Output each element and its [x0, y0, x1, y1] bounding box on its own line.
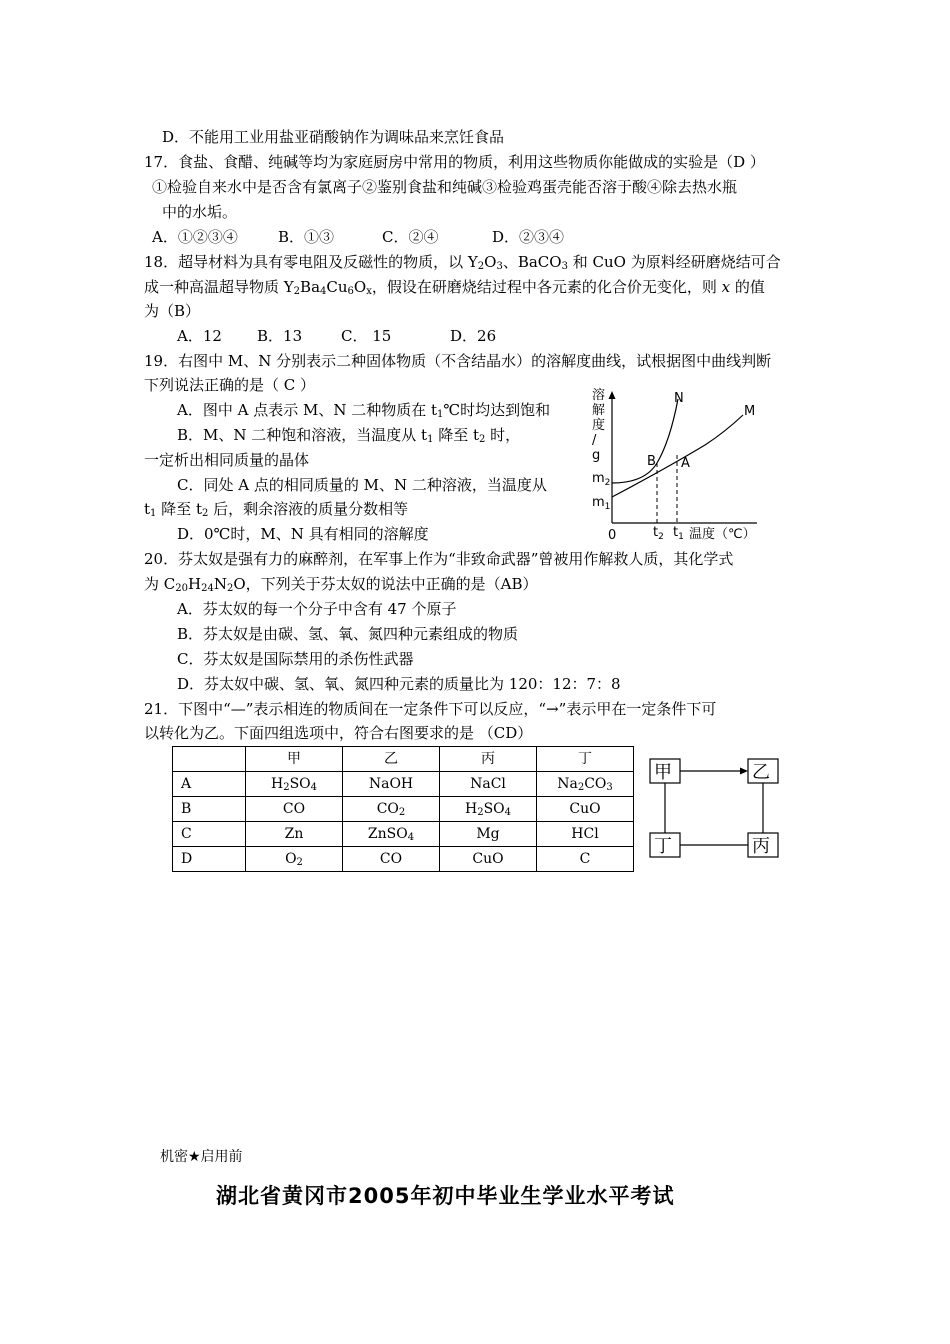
- q18-option-a: A．12: [177, 327, 222, 345]
- label-jia: 甲: [654, 762, 672, 783]
- q17-option-b: B．①③: [278, 228, 335, 246]
- q19-stem-line1: 19．右图中 M、N 分别表示二种固体物质（不含结晶水）的溶解度曲线，试根据图中曲线判断: [144, 352, 772, 370]
- m2-label: $m_2$: [592, 471, 611, 488]
- x-axis-label: 温度（℃）: [689, 527, 756, 542]
- cell-bing: NaCl: [440, 772, 537, 797]
- cell-yi: CO: [343, 847, 440, 872]
- table-row: [173, 822, 634, 847]
- q18-option-d: D．26: [450, 327, 497, 345]
- row-label: B: [173, 797, 246, 822]
- q16-option-d: D．不能用工业用盐亚硝酸钠作为调味品来烹饪食品: [162, 128, 505, 146]
- cell-ding: HCl: [537, 822, 634, 847]
- cell-yi: NaOH: [343, 772, 440, 797]
- reaction-diagram: [640, 752, 790, 864]
- table-header-row: [173, 747, 634, 772]
- q19-option-a: A．图中 A 点表示 M、N 二种物质在 $t_1℃$时均达到饱和: [177, 401, 551, 420]
- table-header-cell: 乙: [343, 747, 440, 772]
- table-header-cell: 丙: [440, 747, 537, 772]
- q19-option-d: D．0℃时，M、N 具有相同的溶解度: [177, 525, 429, 543]
- point-b-label: B: [647, 454, 656, 469]
- q17-items-line2: 中的水垢。: [162, 203, 238, 221]
- q20-stem-line1: 20．芬太奴是强有力的麻醉剂，在军事上作为“非致命武器”曾被用作解救人质，其化学式: [144, 550, 734, 568]
- q19-option-c-cont: $t_1$ 降至 $t_2$ 后，剩余溶液的质量分数相等: [144, 500, 409, 519]
- cell-yi: $CO_2$: [343, 797, 440, 822]
- y-axis-label-char: 度: [592, 418, 606, 433]
- y-axis-label-char: g: [592, 448, 601, 463]
- q20-option-c: C．芬太奴是国际禁用的杀伤性武器: [177, 650, 414, 668]
- cell-bing: CuO: [440, 847, 537, 872]
- cell-jia: Zn: [246, 822, 343, 847]
- q17-stem: 17．食盐、食醋、纯碱等均为家庭厨房中常用的物质，利用这些物质你能做成的实验是（D ）: [144, 153, 765, 171]
- row-label: A: [173, 772, 246, 797]
- q19-option-b: B．M、N 二种饱和溶液，当温度从 $t_1$ 降至 $t_2$ 时，: [177, 426, 521, 445]
- table-row: [173, 772, 634, 797]
- q21-options-table: [172, 746, 634, 872]
- row-label: D: [173, 847, 246, 872]
- y-axis-label-char: 解: [592, 403, 606, 418]
- cell-ding: C: [537, 847, 634, 872]
- cell-bing: Mg: [440, 822, 537, 847]
- table-header-cell: 丁: [537, 747, 634, 772]
- q18-line3: 为（B）: [144, 302, 201, 320]
- q19-option-c: C．同处 A 点的相同质量的 M、N 二种溶液，当温度从: [177, 476, 547, 494]
- exam-title: 湖北省黄冈市2005年初中毕业生学业水平考试: [216, 1184, 675, 1208]
- point-a-label: A: [681, 456, 690, 471]
- q17-items-line1: ①检验自来水中是否含有氯离子②鉴别食盐和纯碱③检验鸡蛋壳能否溶于酸④除去热水瓶: [152, 178, 738, 196]
- cell-jia: $H_2SO_4$: [246, 772, 343, 797]
- arrow-head-icon: [740, 768, 748, 775]
- curve-n: [612, 399, 678, 483]
- n-label: N: [674, 391, 684, 406]
- m-label: M: [744, 404, 756, 419]
- table-header-cell: [173, 747, 246, 772]
- q21-stem-line2: 以转化为乙。下面四组选项中，符合右图要求的是 （CD）: [144, 724, 533, 742]
- m1-label: $m_1$: [592, 495, 611, 512]
- q20-stem-line2: 为 $C_{20}H_{24}N_2O$，下列关于芬太奴的说法中正确的是（AB）: [144, 575, 538, 594]
- cell-yi: ZnSO$_4$: [343, 822, 440, 847]
- cell-ding: CuO: [537, 797, 634, 822]
- table-row: [173, 847, 634, 872]
- q19-option-b-cont: 一定析出相同质量的晶体: [144, 451, 310, 469]
- q19-stem-line2: 下列说法正确的是（ C ）: [144, 376, 316, 394]
- q20-option-d: D．芬太奴中碳、氢、氧、氮四种元素的质量比为 120：12：7：8: [177, 675, 621, 693]
- cell-jia: CO: [246, 797, 343, 822]
- table-row: [173, 797, 634, 822]
- q18-option-c: C． 15: [341, 327, 392, 345]
- cell-bing: $H_2SO_4$: [440, 797, 537, 822]
- q21-stem-line1: 21．下图中“—”表示相连的物质间在一定条件下可以反应，“→”表示甲在一定条件下可: [144, 700, 717, 718]
- origin-label: 0: [608, 528, 617, 543]
- label-bing: 丙: [752, 836, 770, 857]
- q20-option-b: B．芬太奴是由碳、氢、氧、氮四种元素组成的物质: [177, 625, 519, 643]
- y-axis-label-char: 溶: [592, 388, 606, 403]
- cell-jia: $O_2$: [246, 847, 343, 872]
- q20-option-a: A．芬太奴的每一个分子中含有 47 个原子: [177, 600, 457, 618]
- q17-option-c: C．②④: [382, 228, 439, 246]
- row-label: C: [173, 822, 246, 847]
- t1-label: $t_1$: [673, 525, 684, 542]
- q18-line2: 成一种高温超导物质 $Y_2Ba_4Cu_6O_x$，假设在研磨烧结过程中各元素的化合价无变化，则 x 的值: [144, 278, 765, 297]
- cell-ding: $Na_2CO_3$: [537, 772, 634, 797]
- q17-option-d: D．②③④: [492, 228, 565, 246]
- y-axis-arrow-icon: [609, 391, 616, 399]
- confidential-label: 机密★启用前: [160, 1149, 243, 1165]
- solubility-graph: [585, 385, 770, 545]
- q17-option-a: A．①②③④: [152, 228, 238, 246]
- y-axis-label: [592, 387, 605, 463]
- y-axis-label-char: /: [592, 433, 597, 448]
- table-header-cell: 甲: [246, 747, 343, 772]
- q18-line1: 18．超导材料为具有零电阻及反磁性的物质，以 $Y_2O_3$、BaCO$_3$ 和 CuO 为原料经研磨烧结可合: [144, 253, 781, 272]
- label-ding: 丁: [654, 836, 672, 857]
- q18-option-b: B．13: [257, 327, 303, 345]
- t2-label: $t_2$: [653, 525, 664, 542]
- label-yi: 乙: [752, 762, 770, 783]
